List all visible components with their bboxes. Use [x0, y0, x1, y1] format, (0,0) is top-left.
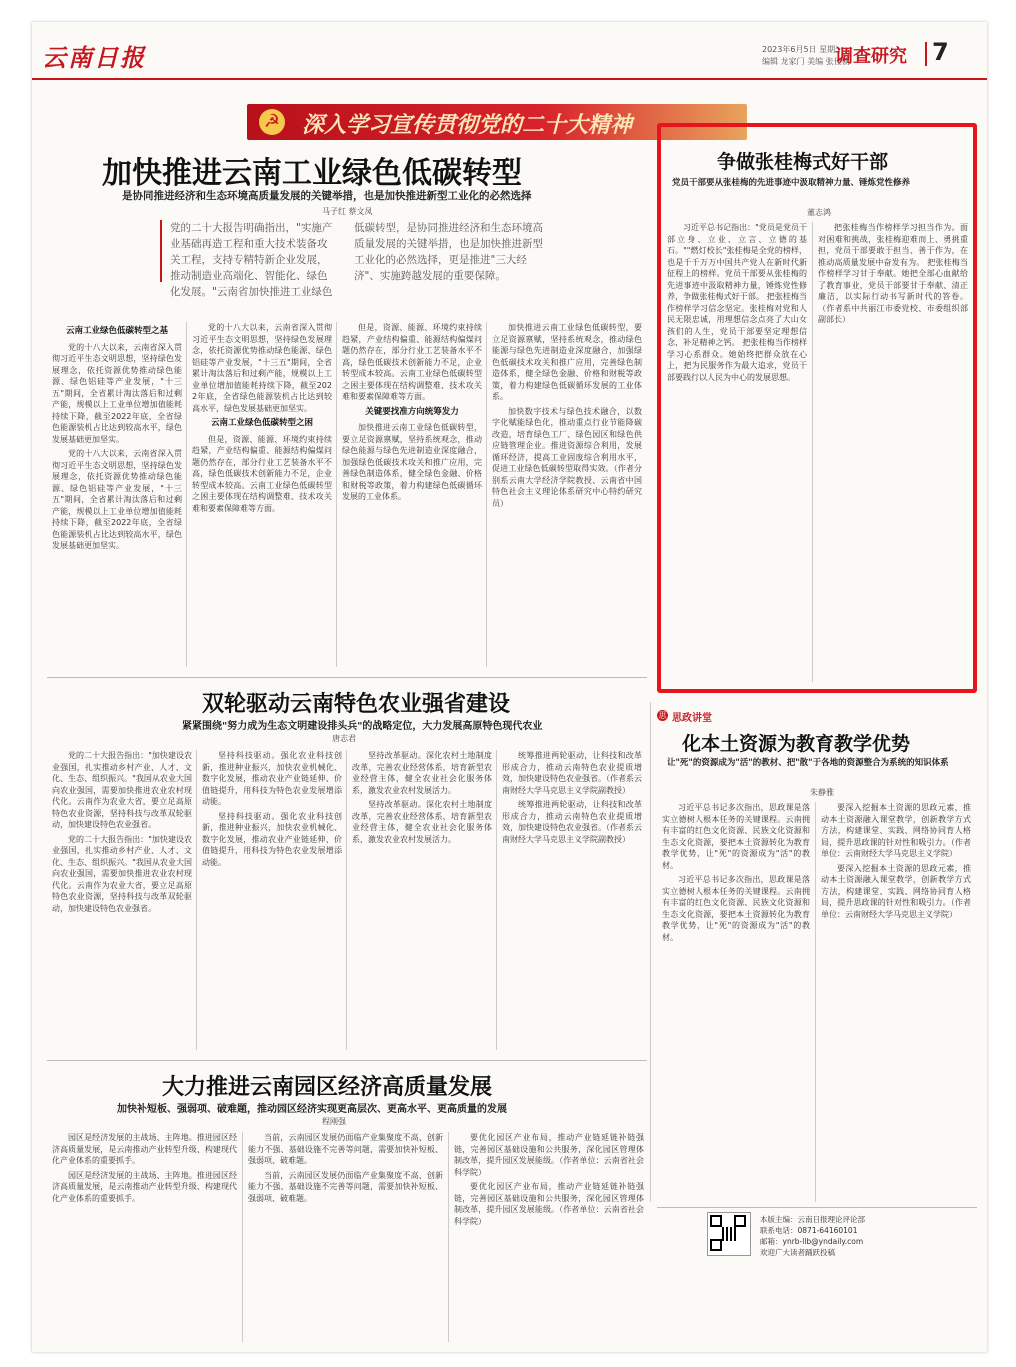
section-rule: [47, 677, 647, 678]
article-paragraph: 党的十八大以来，云南省深入贯彻习近平生态文明思想，坚持绿色发展理念，依托资源优势推动绿色能源、绿色铝硅等产业发展，"十三五"期间，全省累计淘汰落后和过剩产能，规模以上工业单位增加值能耗持续下降，截至2022年底，全省绿色能源装机占比达到较高水平，绿色发展基础更加坚实。: [192, 323, 332, 413]
page-number-divider: [925, 42, 927, 66]
article-column: [492, 322, 642, 667]
article-subtitle-education: 让"死"的资源成为"活"的教材、把"散"于各地的资源整合为系统的知识体系: [667, 758, 949, 768]
article-byline-education: 朱静雅: [810, 788, 834, 797]
article-paragraph: 党的十八大以来，云南省深入贯彻习近平生态文明思想，坚持绿色发展理念，依托资源优势推动绿色能源、绿色铝硅等产业发展，"十三五"期间，全省累计淘汰落后和过剩产能，规模以上工业单位增加值能耗持续下降，截至2022年底，全省绿色能源装机占比达到较高水平，绿色发展基础更加坚实。: [52, 449, 182, 550]
article-byline-agriculture: 唐志君: [332, 734, 356, 743]
article-column: [342, 322, 482, 667]
qr-finder: [710, 1215, 722, 1227]
article-title-parks: 大力推进云南园区经济高质量发展: [162, 1074, 493, 1100]
article-subtitle-industry: 是协同推进经济和生态环境高质量发展的关键举措，也是加快推进新型工业化的必然选择: [122, 190, 532, 202]
article-column: [192, 322, 332, 667]
article-paragraph: 要优化园区产业布局，推动产业链延链补链强链，完善园区基础设施和公共服务，深化园区管理体制改革，提升园区发展能级。（作者单位：云南省社会科学院）: [454, 1182, 644, 1226]
article-column: [202, 750, 342, 1050]
newspaper-logo: 云南日报: [42, 43, 146, 72]
article-paragraph: 但是，资源、能源、环境约束持续趋紧，产业结构偏重、能源结构偏煤问题仍然存在，部分行业工艺装备水平不高，绿色低碳技术创新能力不足，企业转型成本较高。云南工业绿色低碳转型之困主要体现在结构调整难、技术攻关难和要素保障难等方面。: [192, 434, 332, 513]
article-column: [454, 1132, 644, 1342]
qr-finder: [734, 1215, 746, 1227]
column-divider: [196, 750, 197, 1050]
article-column: [821, 802, 971, 1202]
column-divider: [186, 322, 187, 667]
article-paragraph: 党的二十大报告指出："加快建设农业强国，扎实推动乡村产业、人才、文化、生态、组织振兴。"我国从农业大国向农业强国，需要加快推进农业农村现代化。云南作为农业大省，要立足高原特色农业资源，坚持科技与改革双轮驱动，加快建设特色农业强省。: [52, 834, 192, 913]
article-column: [667, 222, 807, 682]
section-rule: [47, 1060, 647, 1061]
article-column: [52, 750, 192, 1050]
article-lead-right: 低碳转型，是协同推进经济和生态环境高质量发展的关键举措，也是加快推进新型工业化的必然选择，更是推进"三大经济"、实施跨越发展的重要保障。: [354, 222, 543, 282]
page-number: 7: [932, 38, 949, 66]
article-paragraph: 习近平总书记指出："党员是党员干部立身、立业、立言、立德的基石。""燃灯校长"张桂梅是全党的榜样，也是千千万万中国共产党人在新时代新征程上的榜样。党员干部要从张桂梅的先进事迹中汲取精神力量，锤炼党性修养，争做张桂梅式好干部。 把张桂梅当作榜样学习信念坚定。张桂梅对党和人民无限忠诚，用理想信念点亮了大山女孩们的人生，党员干部要坚定理想信念，补足精神之钙。 把张桂梅当作榜样学习心系群众。她始终把群众放在心上，把为民服务作为最大追求，党员干部要践行以人民为中心的发展思想。: [667, 223, 807, 382]
section-title: 调查研究: [835, 46, 907, 67]
column-divider: [336, 322, 337, 667]
banner-text: 深入学习宣传贯彻党的二十大精神: [302, 112, 633, 138]
article-title-agriculture: 双轮驱动云南特色农业强省建设: [202, 691, 511, 717]
header-rule: [32, 78, 987, 80]
lead-accent-bar: [160, 220, 162, 282]
article-paragraph: 统筹推进两轮驱动，让科技和改革形成合力，推动云南特色农业提质增效，加快建设特色农业强省。（作者系云南财经大学马克思主义学院副教授）: [502, 751, 642, 795]
contact-line: 本版主编：云南日报理论评论部: [760, 1215, 865, 1224]
qr-code-icon: [707, 1212, 751, 1256]
article-paragraph: 习近平总书记多次指出，思政课是落实立德树人根本任务的关键课程。云南拥有丰富的红色文化资源、民族文化资源和生态文化资源，要把本土资源转化为教育教学优势，让"死"的资源成为"活"的教材。: [662, 803, 810, 870]
column-divider: [812, 222, 813, 682]
article-paragraph: 坚持科技驱动。强化农业科技创新，推进种业振兴，加快农业机械化、数字化发展，推动农业产业链延伸、价值链提升，用科技为特色农业发展增添动能。: [202, 751, 342, 806]
column-divider: [815, 802, 816, 1202]
party-emblem-icon: ☭: [259, 109, 285, 135]
article-byline-industry: 马子红 蔡文凤: [322, 207, 373, 216]
contact-info: [760, 1214, 865, 1258]
column-tag: [657, 708, 787, 724]
editors-line: 编辑 龙家门 美编 张佳楠: [762, 57, 850, 66]
article-paragraph: 园区是经济发展的主战场、主阵地。推进园区经济高质量发展，是云南推动产业转型升级、构建现代化产业体系的重要抓手。: [52, 1133, 237, 1165]
column-divider: [242, 1132, 243, 1342]
column-tag-label: 思政讲堂: [672, 713, 712, 724]
lecture-icon: 思: [658, 711, 667, 720]
article-title-education: 化本土资源为教育教学优势: [682, 733, 911, 755]
article-byline-parks: 程刚强: [322, 1117, 346, 1126]
article-column: [818, 222, 968, 682]
issue-date: 2023年6月5日 星期一: [762, 45, 844, 54]
article-column: [52, 1132, 237, 1342]
column-divider: [496, 750, 497, 1050]
article-paragraph: 加快推进云南工业绿色低碳转型，要立足资源禀赋，坚持系统观念，推动绿色能源与绿色先进制造业深度融合，加强绿色低碳技术攻关和推广应用，完善绿色制造体系，健全绿色金融、价格和财税等政策，着力构建绿色低碳循环发展的工业体系。: [342, 423, 482, 501]
article-column: [662, 802, 810, 1202]
article-paragraph: 党的十八大以来，云南省深入贯彻习近平生态文明思想，坚持绿色发展理念，依托资源优势推动绿色能源、绿色铝硅等产业发展，"十三五"期间，全省累计淘汰落后和过剩产能，规模以上工业单位增加值能耗持续下降，截至2022年底，全省绿色能源装机占比达到较高水平，绿色发展基础更加坚实。: [52, 342, 182, 444]
contact-line: 邮箱：ynrb-llb@yndaily.com: [760, 1237, 864, 1246]
qr-pattern: [722, 1227, 736, 1241]
article-paragraph: 坚持改革驱动。深化农村土地制度改革，完善农业经营体系，培育新型农业经营主体，健全农业社会化服务体系，激发农业农村发展活力。: [352, 800, 492, 844]
article-column: [502, 750, 642, 1050]
article-paragraph: 当前，云南园区发展仍面临产业集聚度不高、创新能力不强、基础设施不完善等问题，需要加快补短板、强弱项、破难题。: [248, 1133, 443, 1165]
article-column: [248, 1132, 443, 1342]
article-paragraph: 当前，云南园区发展仍面临产业集聚度不高、创新能力不强、基础设施不完善等问题，需要加快补短板、强弱项、破难题。: [248, 1170, 443, 1203]
article-byline-cadre: 董志鸿: [807, 208, 831, 217]
article-paragraph: 要深入挖掘本土资源的思政元素，推动本土资源融入课堂教学，创新教学方式方法，构建课堂、实践、网络协同育人格局，提升思政课的针对性和吸引力。（作者单位：云南财经大学马克思主义学院）: [821, 863, 971, 919]
qr-finder: [710, 1239, 722, 1251]
article-paragraph: 园区是经济发展的主战场、主阵地。推进园区经济高质量发展，是云南推动产业转型升级、构建现代化产业体系的重要抓手。: [52, 1170, 237, 1203]
article-paragraph: 坚持改革驱动。深化农村土地制度改革，完善农业经营体系，培育新型农业经营主体，健全农业社会化服务体系，激发农业农村发展活力。: [352, 751, 492, 795]
article-paragraph: 但是，资源、能源、环境约束持续趋紧，产业结构偏重、能源结构偏煤问题仍然存在，部分行业工艺装备水平不高，绿色低碳技术创新能力不足，企业转型成本较高。云南工业绿色低碳转型之困主要体现在结构调整难、技术攻关难和要素保障难等方面。: [342, 323, 482, 401]
article-paragraph: 加快数字技术与绿色技术融合，以数字化赋能绿色化，推动重点行业节能降碳改造，培育绿色工厂、绿色园区和绿色供应链管理企业。推进资源综合利用，发展循环经济，提高工业固废综合利用水平，促进工业绿色低碳转型取得实效。（作者分别系云南大学经济学院教授、云南省中国特色社会主义理论体系研究中心特约研究员）: [492, 406, 642, 508]
article-paragraph: 党的二十大报告指出："加快建设农业强国，扎实推动乡村产业、人才、文化、生态、组织振兴。"我国从农业大国向农业强国，需要加快推进农业农村现代化。云南作为农业大省，要立足高原特色农业资源，坚持科技与改革双轮驱动，加快建设特色农业强省。: [52, 751, 192, 829]
masthead: [32, 22, 987, 82]
article-subtitle-cadre: 党员干部要从张桂梅的先进事迹中汲取精神力量、锤炼党性修养: [672, 178, 911, 188]
section-rule: [657, 1207, 977, 1208]
article-column: [352, 750, 492, 1050]
column-divider: [650, 702, 651, 1202]
contact-line: 欢迎广大读者踊跃投稿: [760, 1248, 835, 1257]
section-heading: 云南工业绿色低碳转型之基: [65, 326, 168, 336]
article-paragraph: 习近平总书记多次指出，思政课是落实立德树人根本任务的关键课程。云南拥有丰富的红色文化资源、民族文化资源和生态文化资源，要把本土资源转化为教育教学优势，让"死"的资源成为"活"的教材。: [662, 875, 810, 942]
column-divider: [346, 750, 347, 1050]
article-subtitle-agriculture: 紧紧围绕"努力成为生态文明建设排头兵"的战略定位，大力发展高原特色现代农业: [182, 721, 543, 732]
article-paragraph: 加快推进云南工业绿色低碳转型，要立足资源禀赋，坚持系统观念，推动绿色能源与绿色先进制造业深度融合，加强绿色低碳技术攻关和推广应用，完善绿色制造体系，健全绿色金融、价格和财税等政策，着力构建绿色低碳循环发展的工业体系。: [492, 323, 642, 401]
column-divider: [486, 322, 487, 667]
article-lead-left: 党的二十大报告明确指出，"实施产业基础再造工程和重大技术装备攻关工程，支持专精特新企业发展，推动制造业高端化、智能化、绿色化发展。"云南省加快推进工业绿色: [170, 222, 333, 298]
article-subtitle-parks: 加快补短板、强弱项、破难题，推动园区经济实现更高层次、更高水平、更高质量的发展: [117, 1104, 507, 1115]
contact-line: 联系电话：0871-64160101: [760, 1226, 858, 1235]
section-heading: 关键要找准方向统筹发力: [365, 406, 459, 417]
column-divider: [448, 1132, 449, 1342]
newspaper-page: [32, 22, 987, 1352]
article-paragraph: 统筹推进两轮驱动，让科技和改革形成合力，推动云南特色农业提质增效，加快建设特色农业强省。（作者系云南财经大学马克思主义学院副教授）: [502, 800, 642, 844]
article-paragraph: 要深入挖掘本土资源的思政元素，推动本土资源融入课堂教学，创新教学方式方法，构建课堂、实践、网络协同育人格局，提升思政课的针对性和吸引力。（作者单位：云南财经大学马克思主义学院）: [821, 803, 971, 858]
article-paragraph: 要优化园区产业布局，推动产业链延链补链强链，完善园区基础设施和公共服务，深化园区管理体制改革，提升园区发展能级。（作者单位：云南省社会科学院）: [454, 1133, 644, 1177]
article-paragraph: 把张桂梅当作榜样学习担当作为。面对困难和挑战，张桂梅迎难而上、勇挑重担，党员干部要敢于担当、善于作为，在推动高质量发展中奋发有为。 把张桂梅当作榜样学习甘于奉献。她把全部心血献给了教育事业，党员干部要甘于奉献、清正廉洁，以实际行动书写新时代的答卷。 （作者系中共丽江市委党校、市委组织部副部长）: [818, 223, 968, 324]
section-heading: 云南工业绿色低碳转型之困: [210, 418, 313, 428]
article-title-cadre: 争做张桂梅式好干部: [717, 151, 889, 173]
article-paragraph: 坚持科技驱动。强化农业科技创新，推进种业振兴，加快农业机械化、数字化发展，推动农业产业链延伸、价值链提升，用科技为特色农业发展增添动能。: [202, 811, 342, 867]
article-title-industry: 加快推进云南工业绿色低碳转型: [102, 156, 522, 191]
article-column: [52, 322, 182, 667]
